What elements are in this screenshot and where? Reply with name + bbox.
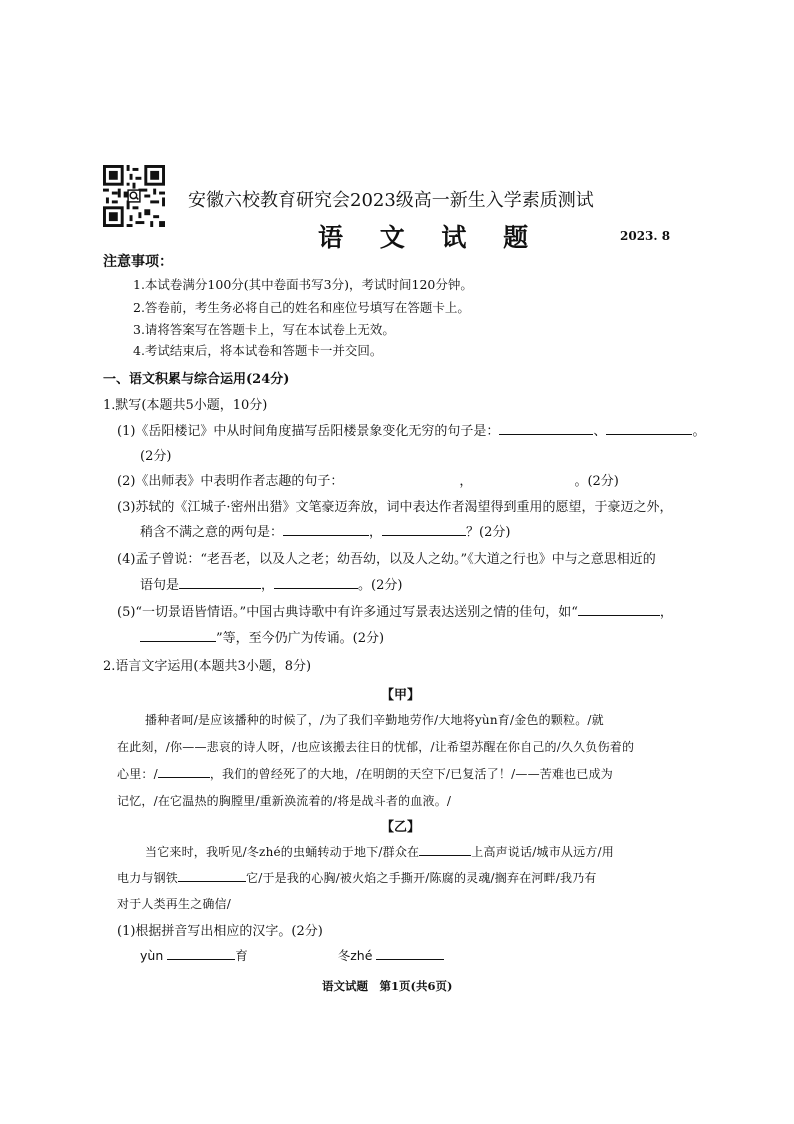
passage-yi-label: 【乙】 <box>381 820 421 835</box>
notice-item: 1.本试卷满分100分(其中卷面书写3分)，考试时间120分钟。 <box>133 277 473 292</box>
answer-blank[interactable] <box>578 603 660 616</box>
subject-title: 语 文 试 题 <box>318 223 543 252</box>
notice-item: 4.考试结束后，将本试卷和答题卡一并交回。 <box>133 343 383 358</box>
question-1-3-cont <box>140 521 510 540</box>
question-text: 语句是 <box>140 578 180 593</box>
passage-jia-line: 播种者呵/是应该播种的时候了，/为了我们辛勤地劳作/大地将yùn育/金色的颗粒。/就 <box>145 713 604 727</box>
question-1-title: 1.默写(本题共5小题，10分) <box>103 398 268 413</box>
question-1-5 <box>117 601 673 620</box>
passage-jia-line: 记忆，/在它温热的胸膛里/重新涣流着的/将是战斗者的血液。/ <box>117 794 452 808</box>
passage-text: 它/于是我的心胸/被火焰之手撕开/陈腐的灵魂/搁弃在河畔/我乃有 <box>246 871 597 885</box>
exam-title: 安徽六校教育研究会2023级高一新生入学素质测试 <box>188 190 594 211</box>
separator: ， <box>369 525 383 540</box>
exam-date: 2023. 8 <box>620 229 671 243</box>
pinyin: 冬zhé <box>337 948 373 963</box>
notice-item: 2.答卷前，考生务必将自己的姓名和座位号填写在答题卡上。 <box>133 300 470 315</box>
question-1-3: (3)苏轼的《江城子·密州出猎》文笔豪迈奔放，词中表达作者渴望得到重用的愿望，于豪迈之外， <box>117 500 673 515</box>
end-punct: 。(2分) <box>574 474 619 489</box>
score-note: (2分) <box>140 449 172 464</box>
question-2-1: (1)根据拼音写出相应的汉字。(2分) <box>117 924 323 939</box>
answer-blank[interactable] <box>499 422 593 435</box>
answer-blank[interactable] <box>382 523 466 536</box>
qr-code-icon <box>103 165 165 227</box>
passage-yi-line <box>145 843 614 860</box>
end-punct: 。 <box>692 424 706 439</box>
answer-blank[interactable] <box>179 576 261 589</box>
answer-blank[interactable] <box>419 843 471 856</box>
passage-yi-line: 对于人类再生之确信/ <box>117 897 232 911</box>
answer-blank[interactable] <box>178 869 246 882</box>
passage-text: 心里：/ <box>117 767 158 781</box>
question-2-title: 2.语言文字运用(本题共3小题，8分) <box>103 659 312 674</box>
question-text: (5)“一切景语皆情语。”中国古典诗歌中有许多通过写景表达送别之情的佳句，如“ <box>117 605 578 620</box>
question-text: ”等，至今仍广为传诵。(2分) <box>216 631 385 646</box>
answer-blank[interactable] <box>274 576 358 589</box>
answer-blank[interactable] <box>606 422 692 435</box>
question-1-1 <box>117 420 705 439</box>
question-text: (2)《出师表》中表明作者志趣的句子： <box>117 474 344 489</box>
passage-jia-line <box>117 765 613 782</box>
passage-text: 电力与钢铁 <box>117 871 179 885</box>
end-punct: 。(2分) <box>358 578 403 593</box>
question-1-2 <box>117 470 619 489</box>
passage-text: ，我们的曾经死了的大地，/在明朗的天空下/已复活了！/——苦难也已成为 <box>209 767 613 781</box>
separator: 、 <box>593 424 607 439</box>
answer-blank[interactable] <box>376 947 444 960</box>
notice-item: 3.请将答案写在答题卡上，写在本试卷上无效。 <box>133 322 395 337</box>
question-1-4-cont <box>140 574 402 593</box>
answer-blank[interactable] <box>283 523 369 536</box>
answer-blank[interactable] <box>158 765 210 778</box>
separator: ， <box>659 605 673 620</box>
separator: ， <box>261 578 275 593</box>
passage-text: 上高声说话/城市从远方/用 <box>471 845 614 859</box>
end-punct: ？(2分) <box>466 525 511 540</box>
pinyin: yùn <box>140 948 164 963</box>
passage-text: 当它来时，我听见/冬zhé的虫蛹转动于地下/群众在 <box>145 845 420 859</box>
question-1-4: (4)孟子曾说：“老吾老，以及人之老；幼吾幼，以及人之幼。”《大道之行也》中与之意思相近的 <box>117 552 656 567</box>
question-text: (1)《岳阳楼记》中从时间角度描写岳阳楼景象变化无穷的句子是： <box>117 424 500 439</box>
answer-blank[interactable] <box>167 947 235 960</box>
passage-yi-line <box>117 869 597 886</box>
question-text: 稍含不满之意的两句是： <box>140 525 284 540</box>
question-1-5-cont <box>140 627 384 646</box>
page-footer: 语文试题 第1页(共6页) <box>322 979 453 993</box>
passage-jia-line: 在此刻，/你——悲哀的诗人呀，/也应该搬去往日的忧郁，/让希望苏醒在你自己的/久久负伤着的 <box>117 740 635 754</box>
notice-heading: 注意事项： <box>103 254 173 270</box>
pinyin-answer-row <box>140 946 444 964</box>
passage-jia-label: 【甲】 <box>381 688 421 703</box>
separator: ， <box>459 474 473 489</box>
answer-blank[interactable] <box>140 629 216 642</box>
section-heading: 一、语文积累与综合运用(24分) <box>103 372 290 387</box>
pinyin-suffix: 育 <box>235 948 248 963</box>
